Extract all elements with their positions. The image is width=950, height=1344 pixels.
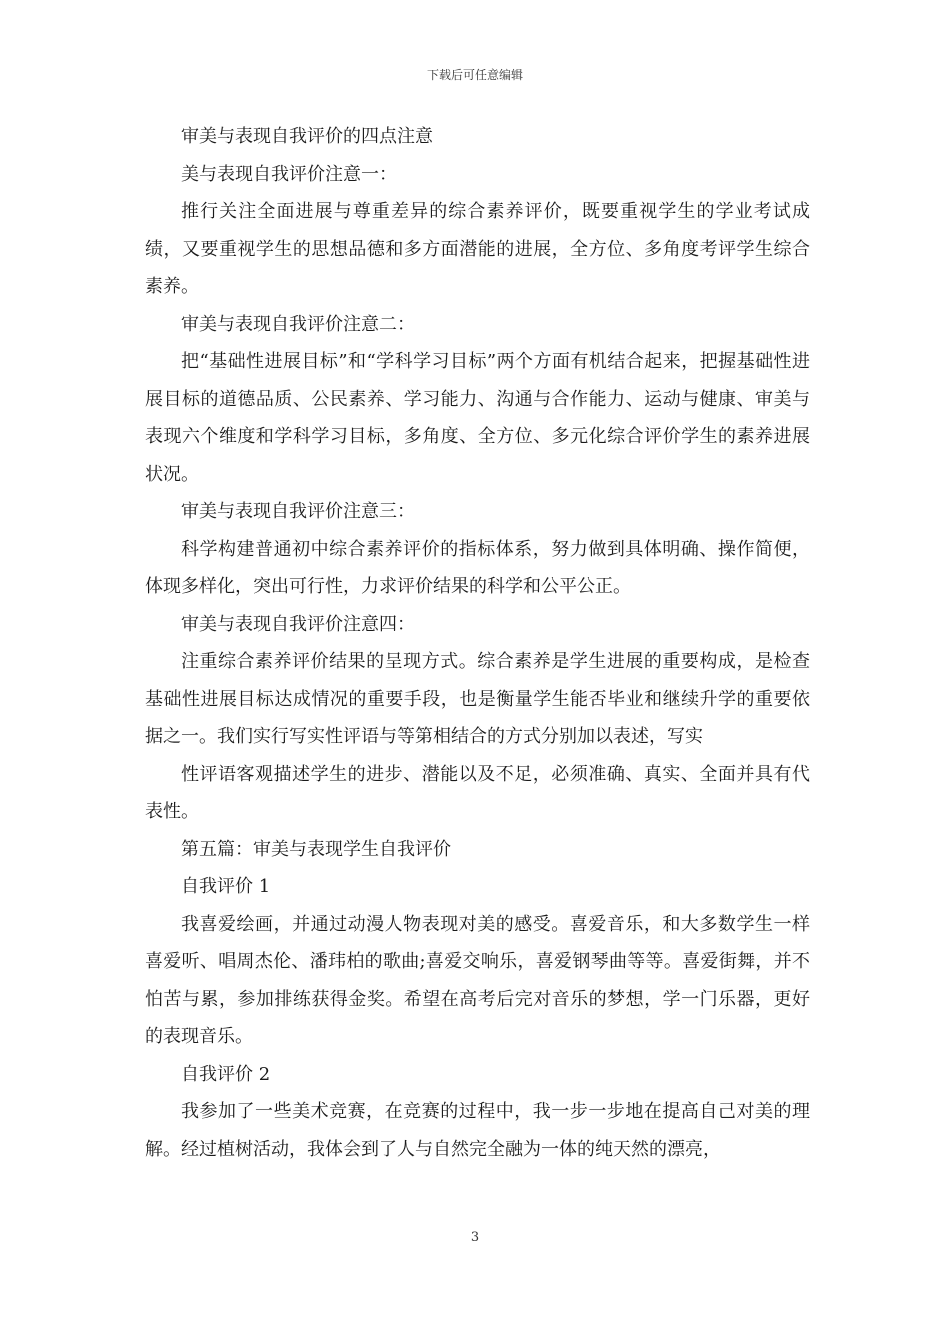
page-number: 3	[470, 1230, 480, 1245]
paragraph-body-2: 把“基础性进展目标”和“学科学习目标”两个方面有机结合起来，把握基础性进展目标的道德品质、公民素养、学习能力、沟通与合作能力、运动与健康、审美与表现六个维度和学科学习目标，多角度、全方位、多元化综合评价学生的素养进展状况。	[145, 351, 810, 485]
paragraph-evaluation-1-heading: 自我评价 1	[181, 876, 271, 897]
page-header: 下载后可任意编辑	[426, 68, 523, 82]
paragraph-heading-2: 审美与表现自我评价注意二：	[181, 313, 415, 335]
paragraph-evaluation-2-heading: 自我评价 2	[181, 1063, 271, 1085]
paragraph-title: 审美与表现自我评价的四点注意	[181, 126, 433, 147]
paragraph-heading-3: 审美与表现自我评价注意三：	[181, 501, 415, 522]
paragraph-body-1: 推行关注全面进展与尊重差异的综合素养评价，既要重视学生的学业考试成绩，又要重视学生的思想品德和多方面潜能的进展，全方位、多角度考评学生综合素养。	[145, 201, 810, 297]
paragraph-evaluation-1-body: 我喜爱绘画，并通过动漫人物表现对美的感受。喜爱音乐，和大多数学生一样喜爱听、唱周杰伦、潘玮柏的歌曲;喜爱交响乐，喜爱钢琴曲等等。喜爱街舞，并不怕苦与累，参加排练获得金奖。希望在高考后完对音乐的梦想，学一门乐器，更好的表现音乐。	[145, 913, 810, 1047]
paragraph-body-4: 注重综合素养评价结果的呈现方式。综合素养是学生进展的重要构成，是检查基础性进展目标达成情况的重要手段，也是衡量学生能否毕业和继续升学的重要依据之一。我们实行写实性评语与等第相结合的方式分别加以表述，写实	[145, 651, 810, 747]
paragraph-heading-4: 审美与表现自我评价注意四：	[181, 613, 415, 635]
document-body	[145, 118, 810, 1168]
paragraph-body-3: 科学构建普通初中综合素养评价的指标体系，努力做到具体明确、操作简便，体现多样化，突出可行性，力求评价结果的科学和公平公正。	[145, 538, 810, 597]
paragraph-evaluation-2-body: 我参加了一些美术竞赛，在竞赛的过程中，我一步一步地在提高自己对美的理解。经过植树活动，我体会到了人与自然完全融为一体的纯天然的漂亮，	[145, 1101, 810, 1160]
paragraph-section-title: 第五篇：审美与表现学生自我评价	[181, 838, 451, 860]
paragraph-body-4-continued: 性评语客观描述学生的进步、潜能以及不足，必须准确、真实、全面并具有代表性。	[145, 763, 810, 822]
paragraph-heading-1: 美与表现自我评价注意一：	[181, 163, 397, 185]
